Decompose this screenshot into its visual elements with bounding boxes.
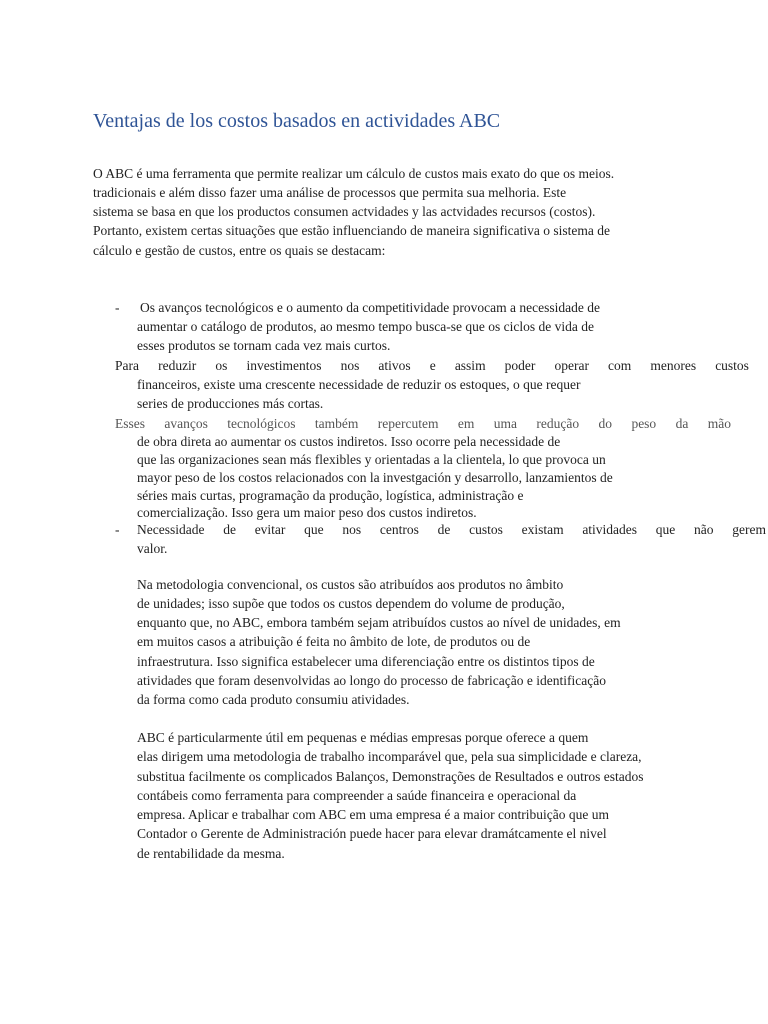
word: Necessidade — [137, 522, 205, 537]
word: que — [304, 522, 324, 537]
text-line: de unidades; isso supõe que todos os custos dependem do volume de produção, — [137, 596, 565, 611]
text-line: séries mais curtas, programação da produção, logística, administração e — [137, 488, 524, 503]
word: também — [314, 416, 359, 431]
text-line: que las organizaciones sean más flexibles y orientadas a la clientela, lo que provoca un — [137, 452, 606, 467]
justified-line — [137, 520, 766, 539]
word: e — [429, 358, 436, 373]
word: assim — [454, 358, 486, 373]
text-line: contábeis como ferramenta para compreender a saúde financeira e operacional da — [137, 788, 577, 803]
text-line: O ABC é uma ferramenta que permite realizar um cálculo de custos mais exato do que os meios. — [93, 166, 615, 181]
text-line: tradicionais e além disso fazer uma análise de processos que permita sua melhoria. Este — [93, 185, 567, 200]
word: Esses — [115, 416, 145, 431]
word: custos — [469, 522, 503, 537]
text-line: elas dirigem uma metodologia de trabalho incomparável que, pela sua simplicidade e clareza, — [137, 749, 642, 764]
text-line: comercialização. Isso gera um maior peso dos custos indiretos. — [137, 505, 477, 520]
word: operar — [554, 358, 589, 373]
word: uma — [493, 416, 518, 431]
word: existam — [521, 522, 564, 537]
justified-line — [115, 356, 749, 375]
justified-line — [115, 414, 731, 433]
text-line: valor. — [137, 541, 168, 556]
text-line: atividades que foram desenvolvidas ao longo do processo de fabricação e identificação — [137, 673, 606, 688]
word: com — [608, 358, 632, 373]
word: mão — [707, 416, 731, 431]
word: atividades — [582, 522, 638, 537]
text-line: de obra direta ao aumentar os custos indiretos. Isso ocorre pela necessidade de — [137, 434, 561, 449]
text-line: Na metodologia convencional, os custos são atribuídos aos produtos no âmbito — [137, 577, 564, 592]
word: menores — [650, 358, 697, 373]
word: nos — [340, 358, 360, 373]
text-line: enquanto que, no ABC, embora também sejam atribuídos custos ao nível de unidades, em — [137, 615, 621, 630]
text-line: em muitos casos a atribuição é feita no âmbito de lote, de produtos ou de — [137, 634, 531, 649]
word: de — [437, 522, 451, 537]
word: os — [215, 358, 228, 373]
word: investimentos — [246, 358, 322, 373]
text-line: substitua facilmente os complicados Balanços, Demonstrações de Resultados e outros estados — [137, 769, 644, 784]
document-title: Ventajas de los costos basados en actividades ABC — [93, 110, 501, 132]
text-line: Portanto, existem certas situações que estão influenciando de maneira significativa o sistema de — [93, 223, 610, 238]
word: centros — [379, 522, 419, 537]
text-line: esses produtos se tornam cada vez mais curtos. — [137, 338, 391, 353]
word: que — [655, 522, 676, 537]
word: evitar — [254, 522, 286, 537]
text-line: mayor peso de los costos relacionados con la investgación y desarrollo, lanzamientos de — [137, 470, 613, 485]
word: em — [457, 416, 475, 431]
word: ativos — [378, 358, 411, 373]
text-line: financeiros, existe uma crescente necessidade de reduzir os estoques, o que requer — [137, 377, 581, 392]
text-line: cálculo e gestão de custos, entre os quais se destacam: — [93, 243, 386, 258]
text-line: Os avanços tecnológicos e o aumento da competitividade provocam a necessidade de — [140, 300, 600, 315]
text-line: Contador o Gerente de Administración puede hacer para elevar dramátcamente el nivel — [137, 826, 607, 841]
text-line: da forma como cada produto consumiu atividades. — [137, 692, 410, 707]
word: gerem — [732, 522, 766, 537]
text-line: de rentabilidade da mesma. — [137, 846, 285, 861]
text-line: series de producciones más cortas. — [137, 396, 324, 411]
word: poder — [504, 358, 536, 373]
word: custos — [715, 358, 749, 373]
word: nos — [342, 522, 362, 537]
word: de — [223, 522, 236, 537]
bullet-dash: - — [115, 522, 120, 537]
text-line: aumentar o catálogo de produtos, ao mesmo tempo busca-se que os ciclos de vida de — [137, 319, 594, 334]
word: repercutem — [377, 416, 439, 431]
word: tecnológicos — [227, 416, 296, 431]
text-line: sistema se basa en que los productos consumen actvidades y las actvidades recursos (costos). — [93, 204, 596, 219]
word: não — [694, 522, 714, 537]
word: da — [675, 416, 689, 431]
word: peso — [631, 416, 657, 431]
text-line: infraestrutura. Isso significa estabelecer uma diferenciação entre os distintos tipos de — [137, 654, 595, 669]
text-line: ABC é particularmente útil em pequenas e médias empresas porque oferece a quem — [137, 730, 589, 745]
word: avanços — [164, 416, 208, 431]
text-line: empresa. Aplicar e trabalhar com ABC em uma empresa é a maior contribuição que um — [137, 807, 609, 822]
word: do — [598, 416, 613, 431]
bullet-dash: - — [115, 300, 120, 315]
word: Para — [115, 358, 139, 373]
word: redução — [536, 416, 580, 431]
word: reduzir — [158, 358, 197, 373]
